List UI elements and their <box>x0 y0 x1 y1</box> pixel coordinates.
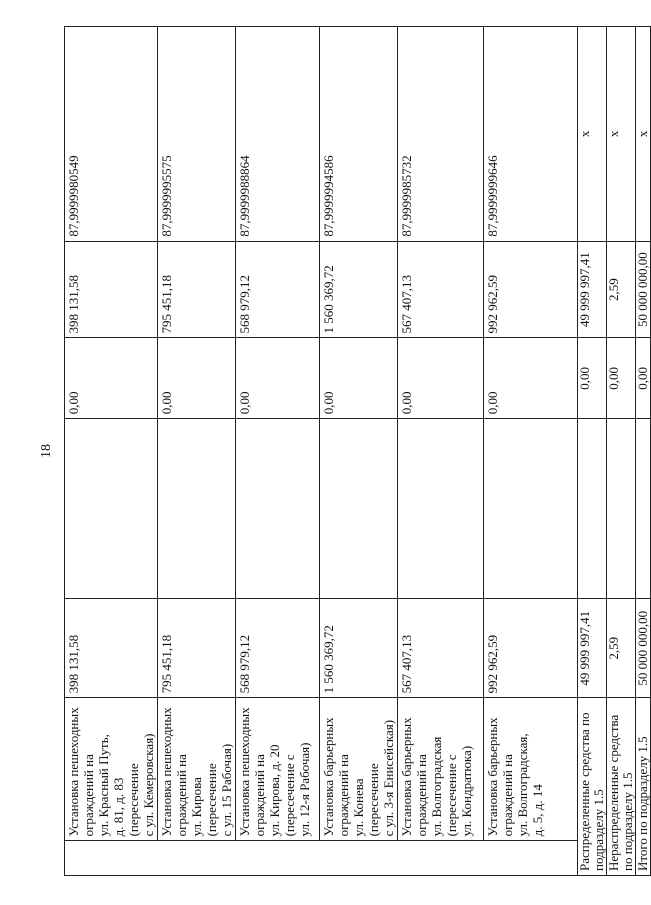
percent-value: 87,9999999646 <box>484 27 578 242</box>
item-name: Установка пешеходных ограждений на ул. Кирова (пересечение с ул. 15 Рабочая) <box>158 698 236 841</box>
table-row <box>320 27 398 876</box>
spacer-cell <box>320 419 398 599</box>
spacer-cell <box>158 419 236 599</box>
spacer-cell <box>578 419 607 599</box>
table-row <box>236 27 320 876</box>
percent-value: 87,9999994586 <box>320 27 398 242</box>
planned-amount: 567 407,13 <box>398 599 484 698</box>
summary-percent: x <box>636 27 651 242</box>
percent-value: 87,9999980549 <box>65 27 158 242</box>
table-row <box>158 27 236 876</box>
spacer-cell <box>236 419 320 599</box>
percent-value: 87,9999985732 <box>398 27 484 242</box>
final-amount: 568 979,12 <box>236 241 320 338</box>
budget-table <box>64 26 651 876</box>
item-name: Установка пешеходных ограждений на ул. Красный Путь, д. 81, д. 83 (пересечение с ул. Кемеровская) <box>65 698 158 841</box>
spacer-cell <box>484 419 578 599</box>
planned-amount: 992 962,59 <box>484 599 578 698</box>
adjustment-amount: 0,00 <box>398 338 484 419</box>
planned-amount: 568 979,12 <box>236 599 320 698</box>
summary-final: 50 000 000,00 <box>636 241 651 338</box>
summary-planned: 50 000 000,00 <box>636 599 651 698</box>
spacer-cell <box>65 419 158 599</box>
empty-cell <box>65 841 578 876</box>
spacer-cell <box>636 419 651 599</box>
final-amount: 398 131,58 <box>65 241 158 338</box>
final-amount: 1 560 369,72 <box>320 241 398 338</box>
summary-row <box>636 27 651 876</box>
summary-final: 49 999 997,41 <box>578 241 607 338</box>
summary-row <box>578 27 607 876</box>
percent-value: 87,9999988864 <box>236 27 320 242</box>
budget-table-container <box>64 26 650 876</box>
summary-planned: 2,59 <box>607 599 636 698</box>
planned-amount: 398 131,58 <box>65 599 158 698</box>
planned-amount: 795 451,18 <box>158 599 236 698</box>
summary-adjustment: 0,00 <box>636 338 651 419</box>
page-number: 18 <box>39 444 54 458</box>
adjustment-amount: 0,00 <box>320 338 398 419</box>
summary-label: Итого по подразделу 1.5 <box>636 698 651 876</box>
summary-adjustment: 0,00 <box>578 338 607 419</box>
item-name: Установка барьерных ограждений на ул. Волгоградская (пересечение с ул. Кондратюка) <box>398 698 484 841</box>
item-name: Установка барьерных ограждений на ул. Волгоградская, д. 5, д. 14 <box>484 698 578 841</box>
final-amount: 992 962,59 <box>484 241 578 338</box>
item-name: Установка пешеходных ограждений на ул. Кирова, д. 20 (пересечение с ул. 12-я Рабочая) <box>236 698 320 841</box>
final-amount: 567 407,13 <box>398 241 484 338</box>
summary-row <box>607 27 636 876</box>
adjustment-amount: 0,00 <box>484 338 578 419</box>
table-row <box>65 27 158 876</box>
summary-label: Нераспределенные средства по подразделу 1.5 <box>607 698 636 876</box>
adjustment-amount: 0,00 <box>158 338 236 419</box>
adjustment-amount: 0,00 <box>236 338 320 419</box>
summary-percent: x <box>578 27 607 242</box>
table-row <box>398 27 484 876</box>
summary-label: Распределенные средства по подразделу 1.5 <box>578 698 607 876</box>
item-name: Установка барьерных ограждений на ул. Конева (пересечение с ул. 3-я Енисейская) <box>320 698 398 841</box>
planned-amount: 1 560 369,72 <box>320 599 398 698</box>
table-row <box>484 27 578 876</box>
spacer-cell <box>398 419 484 599</box>
final-amount: 795 451,18 <box>158 241 236 338</box>
summary-adjustment: 0,00 <box>607 338 636 419</box>
percent-value: 87,9999995575 <box>158 27 236 242</box>
summary-percent: x <box>607 27 636 242</box>
spacer-cell <box>607 419 636 599</box>
summary-planned: 49 999 997,41 <box>578 599 607 698</box>
adjustment-amount: 0,00 <box>65 338 158 419</box>
summary-final: 2,59 <box>607 241 636 338</box>
